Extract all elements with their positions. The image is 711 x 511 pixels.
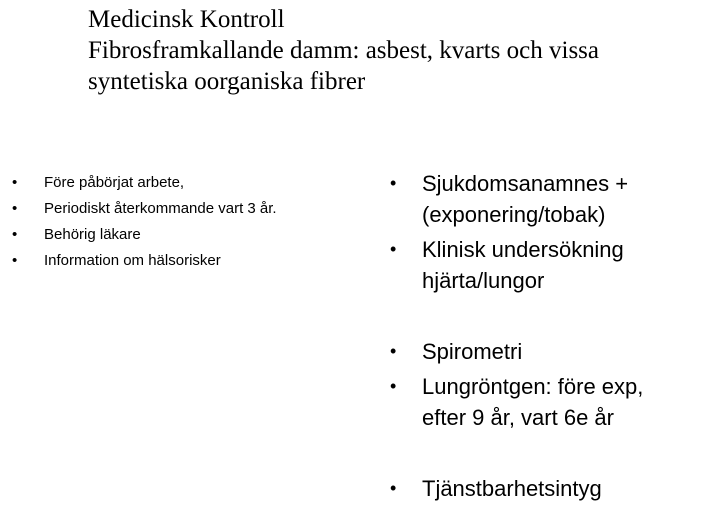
list-item [390,168,705,230]
list-item [390,234,705,296]
bullet-icon: • [390,478,397,498]
list-item-text: Klinisk undersökning [422,237,624,262]
list-item-text: Behörig läkare [44,226,141,243]
list-item-text: Sjukdomsanamnes + [422,171,629,196]
list-item [390,371,705,433]
slide-title [88,4,708,97]
title-line-1: Medicinsk Kontroll [88,6,285,33]
list-item [12,248,277,274]
bullet-icon: • [390,239,397,259]
bullet-icon: • [12,226,18,243]
list-item [12,222,277,248]
list-item-text: Lungröntgen: före exp, [422,374,644,399]
bullet-icon: • [390,173,397,193]
left-bullet-list [12,170,277,274]
right-bullet-list [390,168,705,504]
bullet-icon: • [12,174,18,191]
list-item-text: efter 9 år, vart 6e år [422,405,614,430]
list-item-text: Spirometri [422,339,523,364]
list-item-text: (exponering/tobak) [422,202,606,227]
bullet-icon: • [12,252,18,269]
title-line-2: Fibrosframkallande damm: asbest, kvarts och vissa [88,37,599,64]
list-item-text: Information om hälsorisker [44,252,221,269]
list-item [12,170,277,196]
list-item-text: hjärta/lungor [422,268,545,293]
list-item [390,336,705,367]
list-item-text: Periodiskt återkommande vart 3 år. [44,200,277,217]
title-line-3: syntetiska oorganiska fibrer [88,68,366,95]
list-item [12,196,277,222]
list-item [390,473,705,504]
bullet-icon: • [390,341,397,361]
bullet-icon: • [390,376,397,396]
bullet-icon: • [12,200,18,217]
list-item-text: Tjänstbarhetsintyg [422,476,602,501]
list-item-text: Före påbörjat arbete, [44,174,185,191]
